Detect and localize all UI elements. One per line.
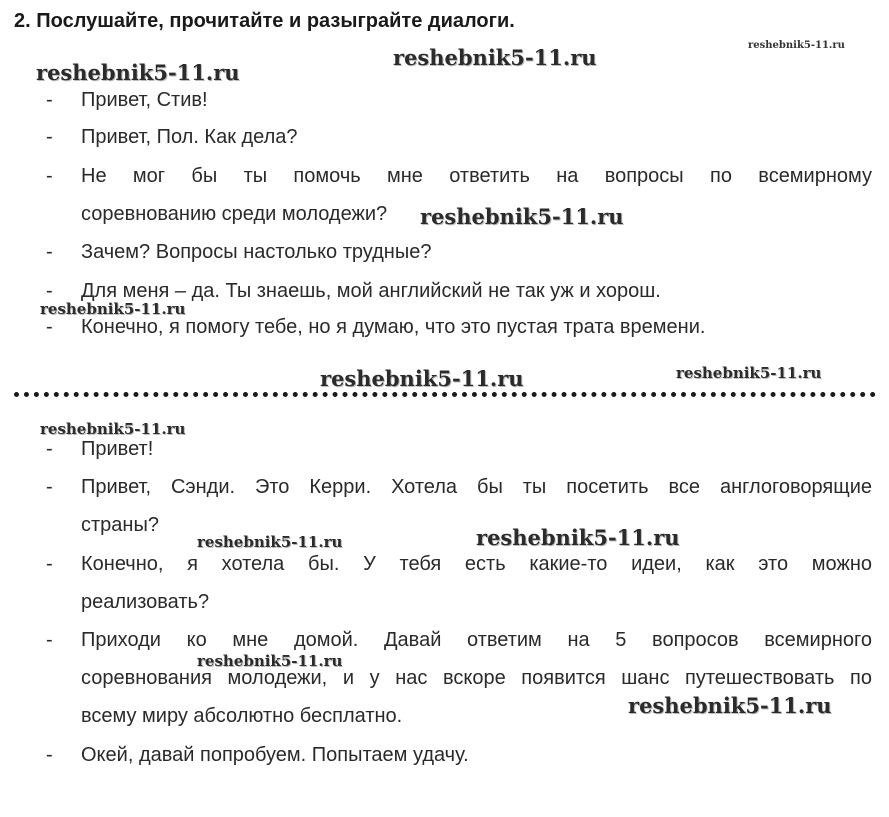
dash: - bbox=[46, 316, 53, 338]
dialog-text: Для меня – да. Ты знаешь, мой английский не так уж и хорош. bbox=[81, 280, 661, 302]
dash: - bbox=[46, 629, 53, 651]
watermark: reshebnik5-11.ru bbox=[676, 364, 822, 382]
dash: - bbox=[46, 744, 53, 766]
watermark: reshebnik5-11.ru bbox=[197, 652, 343, 670]
dialog-text: Привет! bbox=[81, 438, 154, 460]
dash: - bbox=[46, 126, 53, 148]
dialog-text: соревнования молодежи, и у нас вскоре появится шанс путешествовать по bbox=[81, 667, 872, 689]
dialog-text: страны? bbox=[81, 514, 159, 536]
watermark: reshebnik5-11.ru bbox=[393, 45, 597, 70]
dialog-text: Привет, Пол. Как дела? bbox=[81, 126, 298, 148]
watermark: reshebnik5-11.ru bbox=[40, 420, 186, 438]
dialog-text: Окей, давай попробуем. Попытаем удачу. bbox=[81, 744, 469, 766]
dialog-text: соревнованию среди молодежи? bbox=[81, 203, 388, 225]
dash: - bbox=[46, 280, 53, 302]
dash: - bbox=[46, 553, 53, 575]
dialog-text: Конечно, я хотела бы. У тебя есть какие-то идеи, как это можно bbox=[81, 553, 872, 575]
exercise-title: 2. Послушайте, прочитайте и разыграйте диалоги. bbox=[14, 10, 515, 32]
watermark: reshebnik5-11.ru bbox=[36, 60, 240, 85]
watermark: reshebnik5-11.ru bbox=[628, 693, 832, 718]
dialog-text: Зачем? Вопросы настолько трудные? bbox=[81, 241, 432, 263]
dialog-text: Не мог бы ты помочь мне ответить на вопросы по всемирному bbox=[81, 165, 872, 187]
dash: - bbox=[46, 89, 53, 111]
dash: - bbox=[46, 476, 53, 498]
watermark: reshebnik5-11.ru bbox=[320, 366, 524, 391]
dash: - bbox=[46, 241, 53, 263]
watermark: reshebnik5-11.ru bbox=[476, 525, 680, 550]
watermark: reshebnik5-11.ru bbox=[40, 300, 186, 318]
watermark: reshebnik5-11.ru bbox=[748, 40, 845, 51]
dialog-text: Приходи ко мне домой. Давай ответим на 5 вопросов всемирного bbox=[81, 629, 872, 651]
dialog-text: реализовать? bbox=[81, 591, 210, 613]
dash: - bbox=[46, 438, 53, 460]
dialog-text: Конечно, я помогу тебе, но я думаю, что это пустая трата времени. bbox=[81, 316, 706, 338]
dash: - bbox=[46, 165, 53, 187]
dialog-text: Привет, Сэнди. Это Керри. Хотела бы ты посетить все англоговорящие bbox=[81, 476, 872, 498]
dotted-separator bbox=[14, 392, 876, 397]
dialog-text: всему миру абсолютно бесплатно. bbox=[81, 705, 403, 727]
watermark: reshebnik5-11.ru bbox=[420, 204, 624, 229]
dialog-text: Привет, Стив! bbox=[81, 89, 208, 111]
watermark: reshebnik5-11.ru bbox=[197, 533, 343, 551]
